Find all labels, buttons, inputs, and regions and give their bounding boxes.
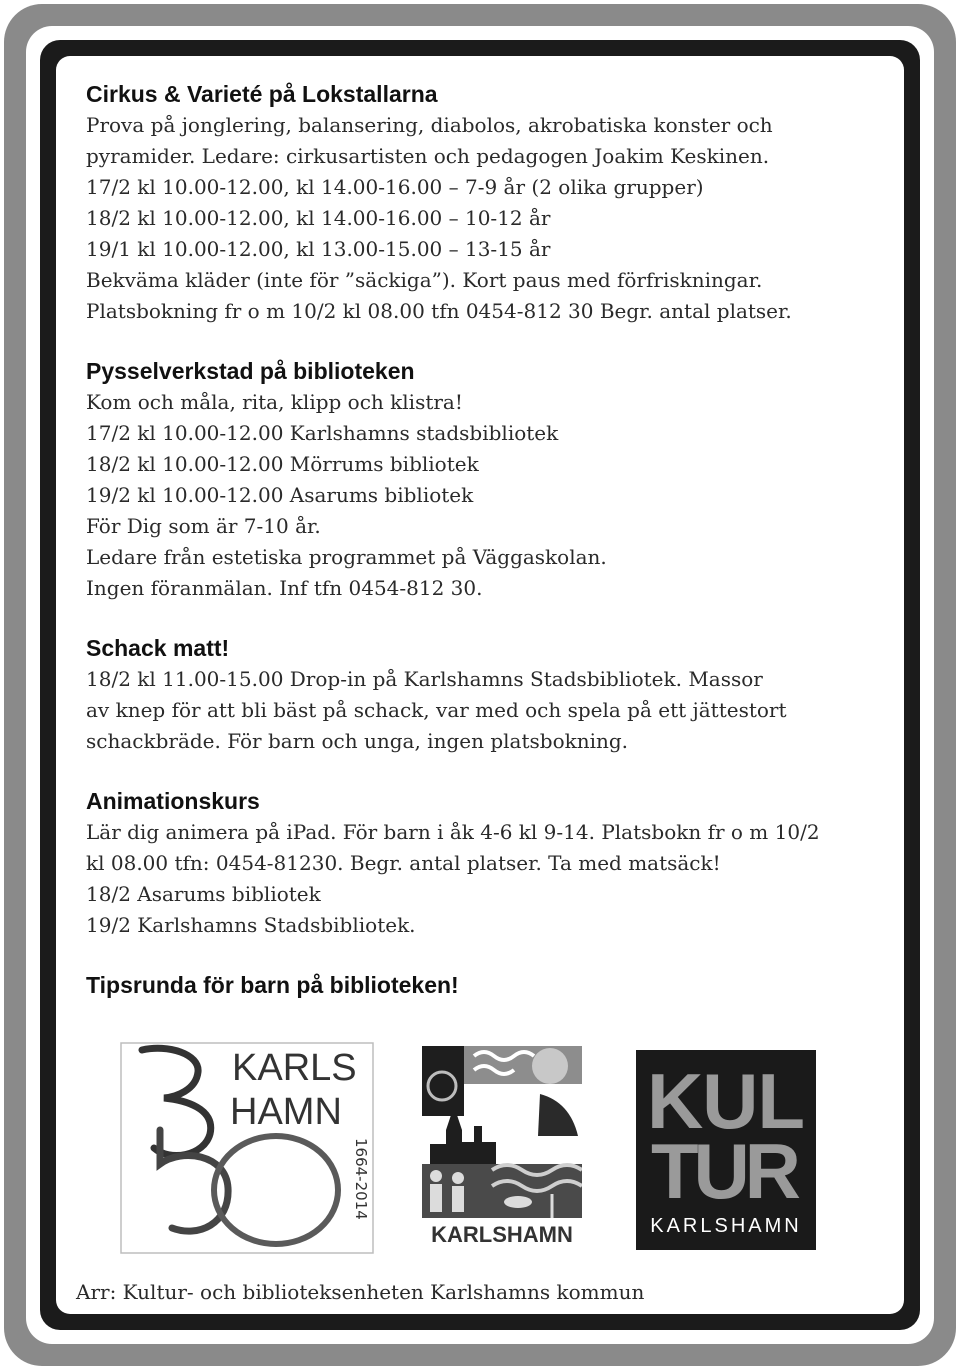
karlshamn-city-logo (422, 1046, 582, 1248)
logo-city-name: KARLSHAMN (431, 1222, 573, 1247)
text-line: För Dig som är 7-10 år. (86, 514, 321, 538)
section-animation (86, 785, 886, 941)
text-line: 17/2 kl 10.00-12.00, kl 14.00-16.00 – 7-9 år (2 olika grupper) (86, 175, 704, 199)
text-line: 18/2 kl 10.00-12.00 Mörrums bibliotek (86, 452, 479, 476)
section-heading: Pysselverkstad på biblioteken (86, 358, 415, 384)
logo-kultur-name: KARLSHAMN (650, 1215, 802, 1237)
section-heading: Schack matt! (86, 635, 230, 661)
text-line: schackbräde. För barn och unga, ingen platsbokning. (86, 729, 629, 753)
section-heading: Cirkus & Varieté på Lokstallarna (86, 81, 438, 107)
section-craft-workshop (86, 355, 886, 604)
text-line: pyramider. Ledare: cirkusartisten och pedagogen Joakim Keskinen. (86, 144, 770, 168)
text-line: Platsbokning fr o m 10/2 kl 08.00 tfn 0454-812 30 Begr. antal platser. (86, 299, 792, 323)
section-chess (86, 632, 886, 757)
logo-years-text: 1664-2014 (352, 1138, 370, 1220)
text-line: Prova på jonglering, balansering, diabolos, akrobatiska konster och (86, 113, 773, 137)
text-line: Ledare från estetiska programmet på Väggaskolan. (86, 545, 607, 569)
section-quiz (86, 969, 886, 1001)
kultur-karlshamn-logo (636, 1050, 816, 1250)
text-line: Bekväma kläder (inte för ”säckiga”). Kort paus med förfriskningar. (86, 268, 763, 292)
section-heading: Tipsrunda för barn på biblioteken! (86, 972, 459, 998)
section-circus (86, 78, 886, 327)
logo-row (0, 1040, 960, 1255)
text-line: 19/2 kl 10.00-12.00 Asarums bibliotek (86, 483, 474, 507)
logo-hamn-text: HAMN (230, 1091, 342, 1133)
organizer-credit: Arr: Kultur- och biblioteksenheten Karlshamns kommun (76, 1280, 645, 1304)
text-line: Ingen föranmälan. Inf tfn 0454-812 30. (86, 576, 483, 600)
logo-karls-text: KARLS (232, 1047, 357, 1089)
logo-tur-text: TUR (651, 1127, 801, 1215)
text-line: 19/1 kl 10.00-12.00, kl 13.00-15.00 – 13-15 år (86, 237, 551, 261)
text-line: Kom och måla, rita, klipp och klistra! (86, 390, 463, 414)
text-line: Lär dig animera på iPad. För barn i åk 4-6 kl 9-14. Platsbokn fr o m 10/2 (86, 820, 820, 844)
text-line: kl 08.00 tfn: 0454-81230. Begr. antal platser. Ta med matsäck! (86, 851, 721, 875)
logo-kul-text: KUL (647, 1057, 805, 1145)
text-line: 18/2 kl 11.00-15.00 Drop-in på Karlshamns Stadsbibliotek. Massor (86, 667, 763, 691)
text-line: 18/2 kl 10.00-12.00, kl 14.00-16.00 – 10-12 år (86, 206, 551, 230)
text-line: av knep för att bli bäst på schack, var med och spela på ett jättestort (86, 698, 787, 722)
text-line: 17/2 kl 10.00-12.00 Karlshamns stadsbibliotek (86, 421, 559, 445)
text-line: 18/2 Asarums bibliotek (86, 882, 321, 906)
karlshamn-350-logo (120, 1042, 374, 1254)
text-line: 19/2 Karlshamns Stadsbibliotek. (86, 913, 416, 937)
event-list (86, 78, 886, 1029)
section-heading: Animationskurs (86, 788, 260, 814)
